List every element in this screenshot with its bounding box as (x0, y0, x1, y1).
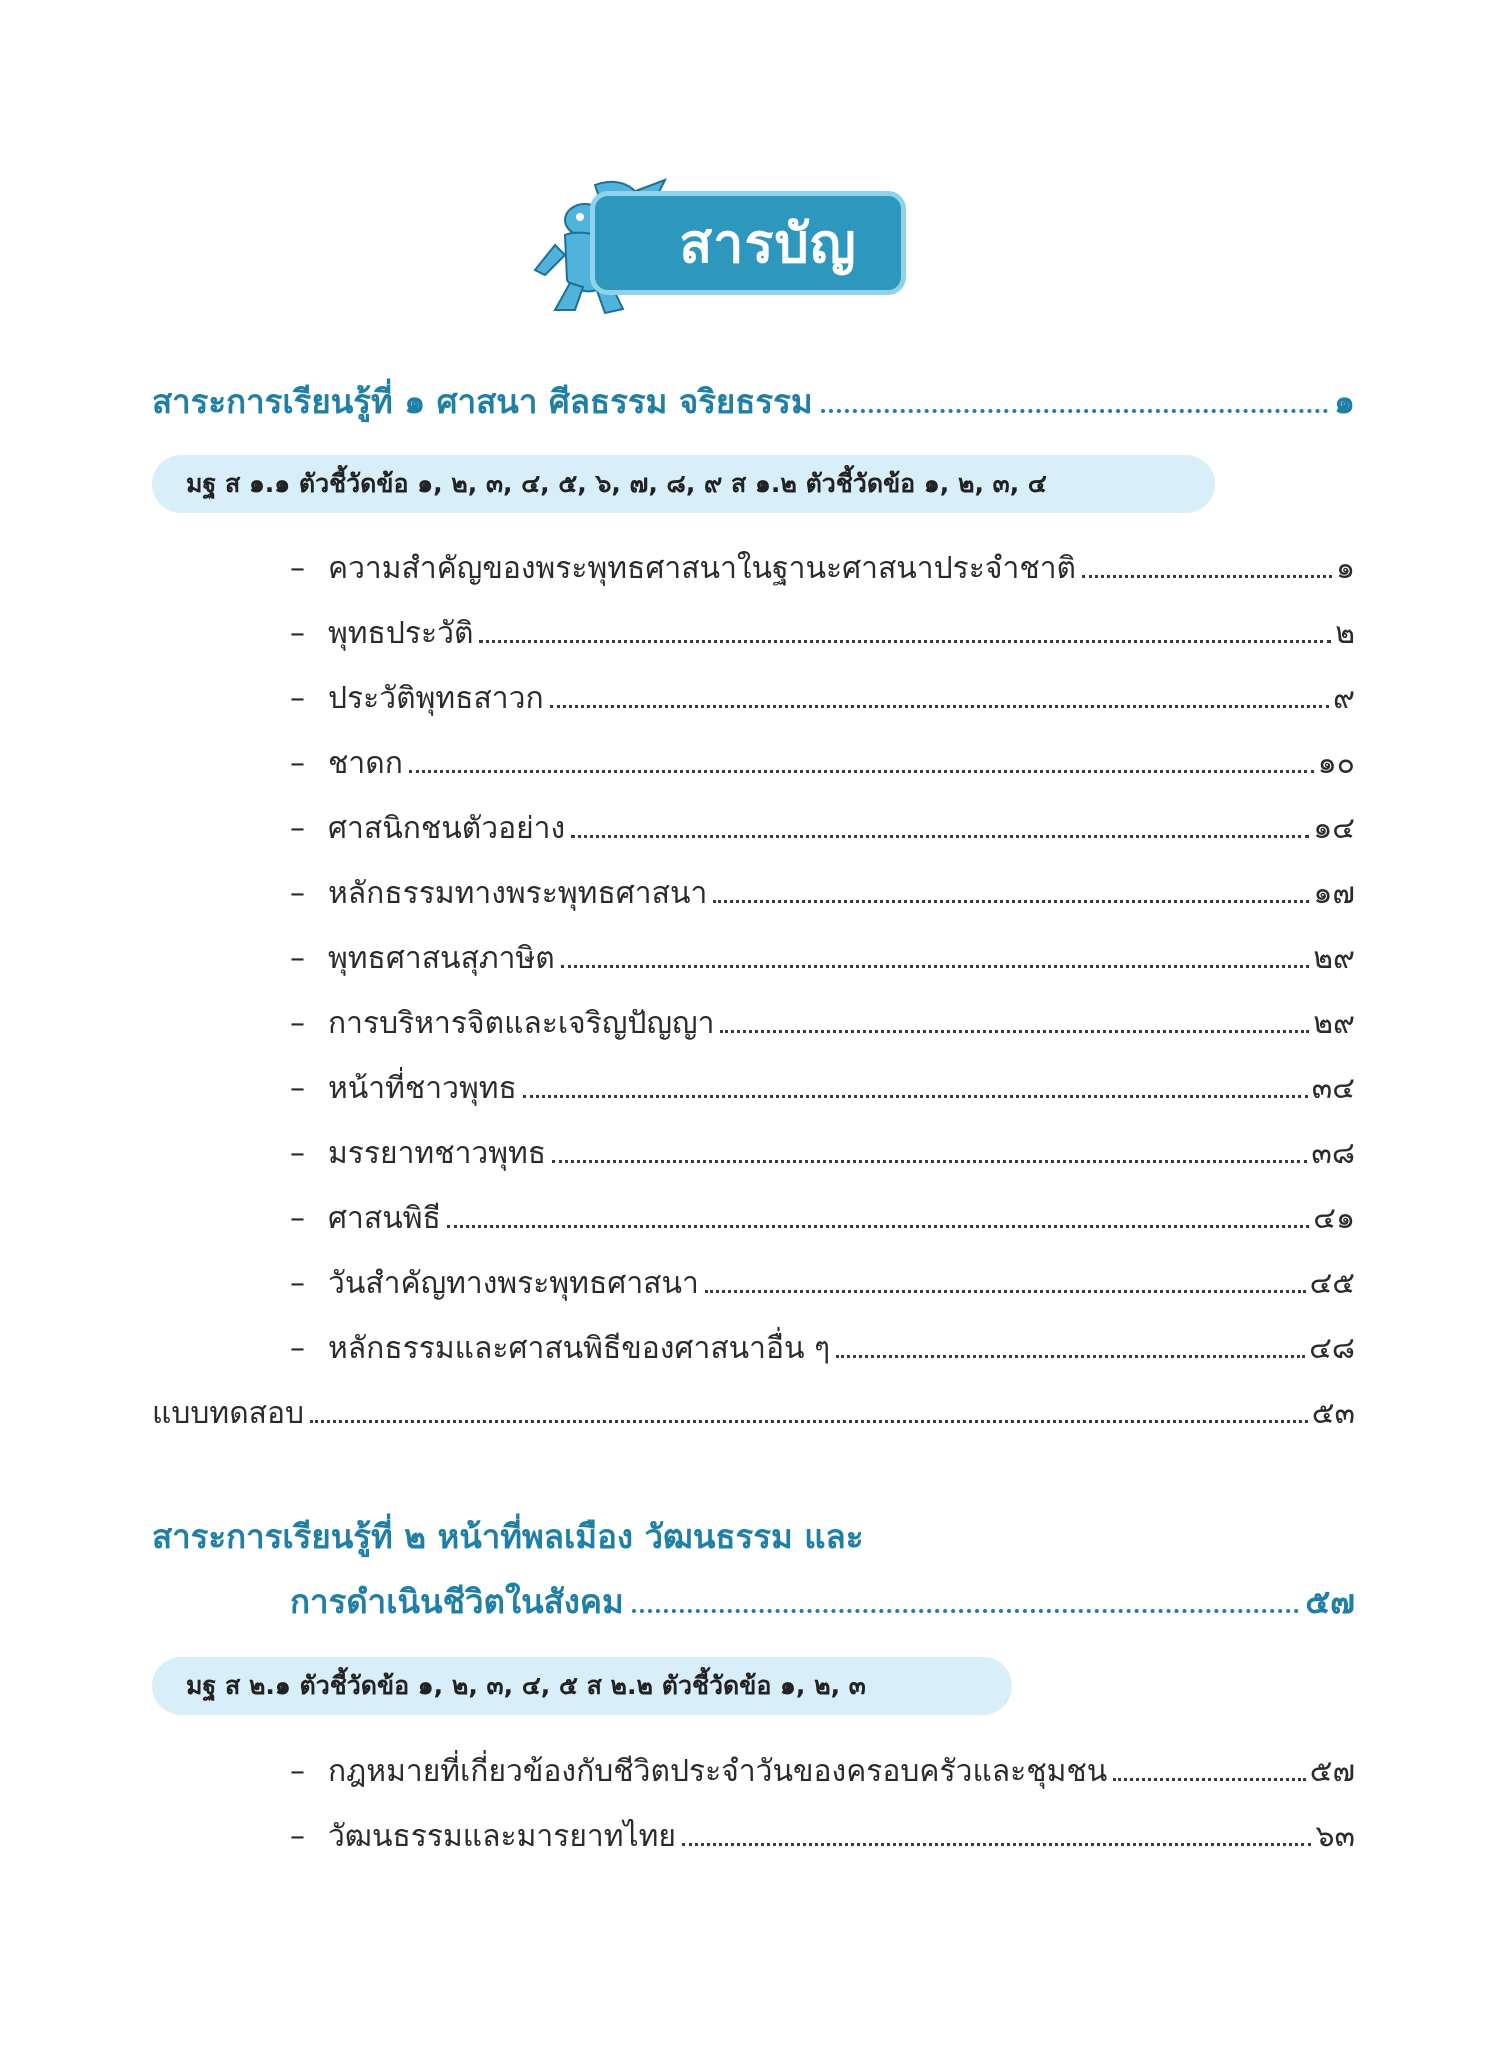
dash: – (290, 681, 305, 716)
dot-leader (821, 409, 1328, 413)
entry-page: ๒๙ (1313, 1006, 1355, 1041)
toc-entry (290, 1325, 1355, 1372)
entry-page: ๓๘ (1311, 1136, 1355, 1171)
dot-leader (720, 1030, 1309, 1033)
section2-heading-text: การดำเนินชีวิตในสังคม (290, 1582, 624, 1621)
dot-leader (310, 1420, 1308, 1423)
test-page: ๕๓ (1311, 1396, 1355, 1431)
dash: – (290, 1071, 305, 1106)
entry-page: ๒๙ (1313, 941, 1355, 976)
entry-label: หลักธรรมทางพระพุทธศาสนา (328, 876, 708, 911)
entry-page: ๑ (1335, 551, 1355, 586)
entry-page: ๔๕ (1309, 1266, 1355, 1301)
entry-label: พุทธประวัติ (328, 616, 474, 651)
entry-page: ๙ (1333, 681, 1355, 716)
entry-label: หลักธรรมและศาสนพิธีของศาสนาอื่น ๆ (328, 1331, 831, 1366)
entry-page: ๑๐ (1317, 746, 1355, 781)
entry-page: ๔๘ (1309, 1331, 1355, 1366)
dash: – (290, 1754, 305, 1789)
entry-label: หน้าที่ชาวพุทธ (328, 1071, 517, 1106)
section2-indicator-pill (152, 1657, 1012, 1715)
dot-leader (713, 900, 1309, 903)
entry-label: การบริหารจิตและเจริญปัญญา (328, 1006, 715, 1041)
dash: – (290, 551, 305, 586)
section2-indicator-text: มฐ ส ๒.๑ ตัวชี้วัดข้อ ๑, ๒, ๓, ๔, ๕ ส ๒.๒ ตัวชี้วัดข้อ ๑, ๒, ๓ (186, 1671, 866, 1700)
section2-heading-line1: สาระการเรียนรู้ที่ ๒ หน้าที่พลเมือง วัฒนธรรม และ (152, 1517, 864, 1556)
entry-page: ๒ (1335, 616, 1355, 651)
dot-leader (705, 1290, 1306, 1293)
dash: – (290, 1819, 305, 1854)
entry-page: ๕๗ (1309, 1754, 1355, 1789)
toc-entry (290, 935, 1355, 982)
entry-label: ความสำคัญของพระพุทธศาสนาในฐานะศาสนาประจำชาติ (328, 551, 1077, 586)
entry-label: ประวัติพุทธสาวก (328, 681, 544, 716)
test-label: แบบทดสอบ (152, 1396, 305, 1431)
section2-heading-line2 (290, 1575, 1355, 1628)
entry-page: ๑๔ (1313, 811, 1355, 846)
entry-label: พุทธศาสนสุภาษิต (328, 941, 555, 976)
entry-label: วันสำคัญทางพระพุทธศาสนา (328, 1266, 699, 1301)
dot-leader (1082, 575, 1332, 578)
dash: – (290, 1136, 305, 1171)
dot-leader (479, 640, 1331, 643)
entry-page: ๖๓ (1315, 1819, 1355, 1854)
toc-entry (290, 545, 1355, 592)
entry-page: ๑๗ (1313, 876, 1355, 911)
dot-leader (409, 770, 1314, 773)
entry-label: มรรยาทชาวพุทธ (328, 1136, 547, 1171)
dot-leader (632, 1609, 1299, 1613)
section1-heading (152, 375, 1355, 428)
toc-entry (290, 1195, 1355, 1242)
entry-label: กฎหมายที่เกี่ยวข้องกับชีวิตประจำวันของครอบครัวและชุมชน (328, 1754, 1108, 1789)
dash: – (290, 1266, 305, 1301)
entry-label: ศาสนิกชนตัวอย่าง (328, 811, 566, 846)
dash: – (290, 876, 305, 911)
toc-entry (290, 1065, 1355, 1112)
page-title: สารบัญ (679, 212, 857, 275)
section2-page: ๕๗ (1305, 1582, 1355, 1621)
dash: – (290, 746, 305, 781)
dot-leader (682, 1843, 1311, 1846)
dash: – (290, 1006, 305, 1041)
dot-leader (561, 965, 1309, 968)
toc-entry (290, 675, 1355, 722)
title-box (590, 191, 906, 295)
entry-label: วัฒนธรรมและมารยาทไทย (328, 1819, 676, 1854)
dash: – (290, 811, 305, 846)
toc-entry (290, 1260, 1355, 1307)
toc-entry (290, 1813, 1355, 1860)
dash: – (290, 1331, 305, 1366)
dot-leader (550, 705, 1329, 708)
toc-entry (290, 870, 1355, 917)
entry-page: ๔๑ (1313, 1201, 1355, 1236)
toc-entry (290, 805, 1355, 852)
section1-heading-text: สาระการเรียนรู้ที่ ๑ ศาสนา ศีลธรรม จริยธรรม (152, 382, 813, 421)
dot-leader (571, 835, 1309, 838)
dot-leader (447, 1225, 1309, 1228)
section1-indicator-pill (152, 455, 1215, 513)
toc-entry (290, 1748, 1355, 1795)
section1-page: ๑ (1334, 382, 1355, 421)
toc-entry (290, 1000, 1355, 1047)
dash: – (290, 941, 305, 976)
section1-indicator-text: มฐ ส ๑.๑ ตัวชี้วัดข้อ ๑, ๒, ๓, ๔, ๕, ๖, ๗, ๘, ๙ ส ๑.๒ ตัวชี้วัดข้อ ๑, ๒, ๓, ๔ (186, 469, 1047, 498)
toc-entry (290, 740, 1355, 787)
entry-page: ๓๔ (1311, 1071, 1355, 1106)
dash: – (290, 616, 305, 651)
dot-leader (552, 1160, 1307, 1163)
entry-label: ศาสนพิธี (328, 1201, 441, 1236)
dot-leader (1113, 1778, 1305, 1781)
toc-entry (290, 610, 1355, 657)
dot-leader (523, 1095, 1308, 1098)
dash: – (290, 1201, 305, 1236)
title-banner (525, 175, 925, 315)
test-entry (152, 1390, 1355, 1437)
entry-label: ชาดก (328, 746, 403, 781)
dot-leader (836, 1355, 1305, 1358)
toc-entry (290, 1130, 1355, 1177)
